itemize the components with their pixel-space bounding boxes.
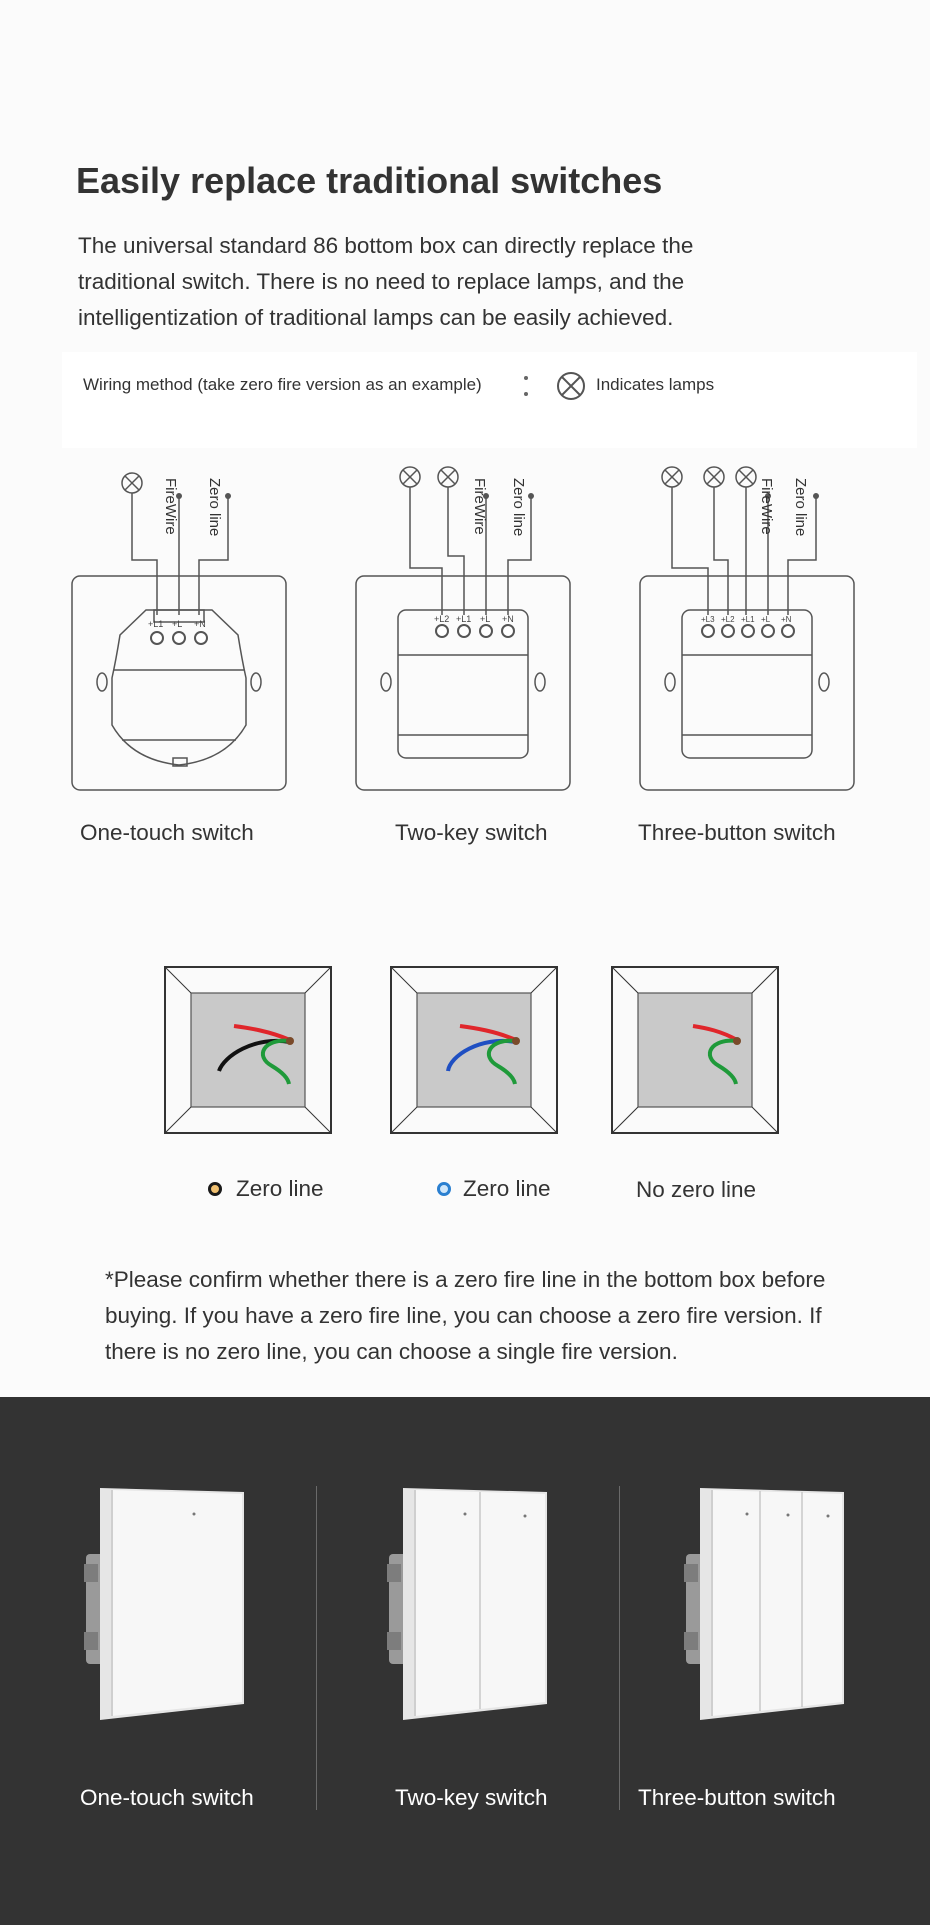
- wiring-diagram-one-touch: [62, 460, 302, 800]
- diagram-caption-three-button: Three-button switch: [638, 820, 836, 845]
- zero-line-label: Zero line: [206, 478, 223, 537]
- product-caption-three-button: Three-button switch: [638, 1785, 836, 1810]
- box-label-zero-blue: Zero line: [463, 1176, 551, 1201]
- terminal-label: +L1: [148, 619, 164, 629]
- firewire-label: FireWire: [471, 478, 488, 535]
- black-zero-marker-icon: [208, 1182, 222, 1196]
- terminal-label: +N: [781, 615, 792, 624]
- terminal-label: +N: [502, 614, 514, 624]
- bottom-box-black-zero: [164, 966, 334, 1136]
- product-caption-two-key: Two-key switch: [395, 1785, 548, 1810]
- product-one-key-switch: [82, 1482, 252, 1727]
- terminal-label: +L: [172, 619, 183, 629]
- box-label-zero-black: Zero line: [236, 1176, 324, 1201]
- divider: [316, 1486, 317, 1810]
- wiring-diagram-two-key: [346, 460, 586, 800]
- product-three-key-switch: [682, 1482, 852, 1727]
- zero-line-label: Zero line: [792, 478, 809, 537]
- product-two-key-switch: [385, 1482, 555, 1727]
- page-title: Easily replace traditional switches: [76, 160, 663, 201]
- colon-separator: [521, 372, 531, 402]
- lamp-legend-text: Indicates lamps: [596, 375, 715, 394]
- wiring-method-label: Wiring method (take zero fire version as an example): [83, 375, 482, 394]
- wiring-legend-bar: [62, 352, 917, 448]
- terminal-label: +L2: [434, 614, 450, 624]
- terminal-label: +L3: [701, 615, 715, 624]
- purchase-note: *Please confirm whether there is a zero fire line in the bottom box before buying. If you have a zero fire line, you can choose a zero fire version. If there is no zero line, you can choose a single fire version.: [105, 1267, 826, 1364]
- lamp-symbol-icon: [555, 370, 587, 402]
- zero-line-label: Zero line: [510, 478, 527, 537]
- terminal-label: +L1: [741, 615, 755, 624]
- terminal-label: +L: [761, 615, 771, 624]
- wiring-diagram-three-button: [630, 460, 870, 800]
- firewire-label: FireWire: [162, 478, 179, 535]
- terminal-label: +L2: [721, 615, 735, 624]
- terminal-label: +L: [480, 614, 491, 624]
- intro-text: The universal standard 86 bottom box can directly replace the traditional switch. There is no need to replace lamps, and the intelligentization of traditional lamps can be easily achieved.: [78, 233, 694, 330]
- blue-zero-marker-icon: [437, 1182, 451, 1196]
- terminal-label: +L1: [456, 614, 472, 624]
- firewire-label: FireWire: [758, 478, 775, 535]
- product-caption-one-touch: One-touch switch: [80, 1785, 254, 1810]
- terminal-label: +N: [194, 619, 206, 629]
- divider: [619, 1486, 620, 1810]
- bottom-box-no-zero: [611, 966, 781, 1136]
- diagram-caption-two-key: Two-key switch: [395, 820, 548, 845]
- diagram-caption-one-touch: One-touch switch: [80, 820, 254, 845]
- box-label-no-zero: No zero line: [636, 1177, 757, 1202]
- bottom-box-blue-zero: [390, 966, 560, 1136]
